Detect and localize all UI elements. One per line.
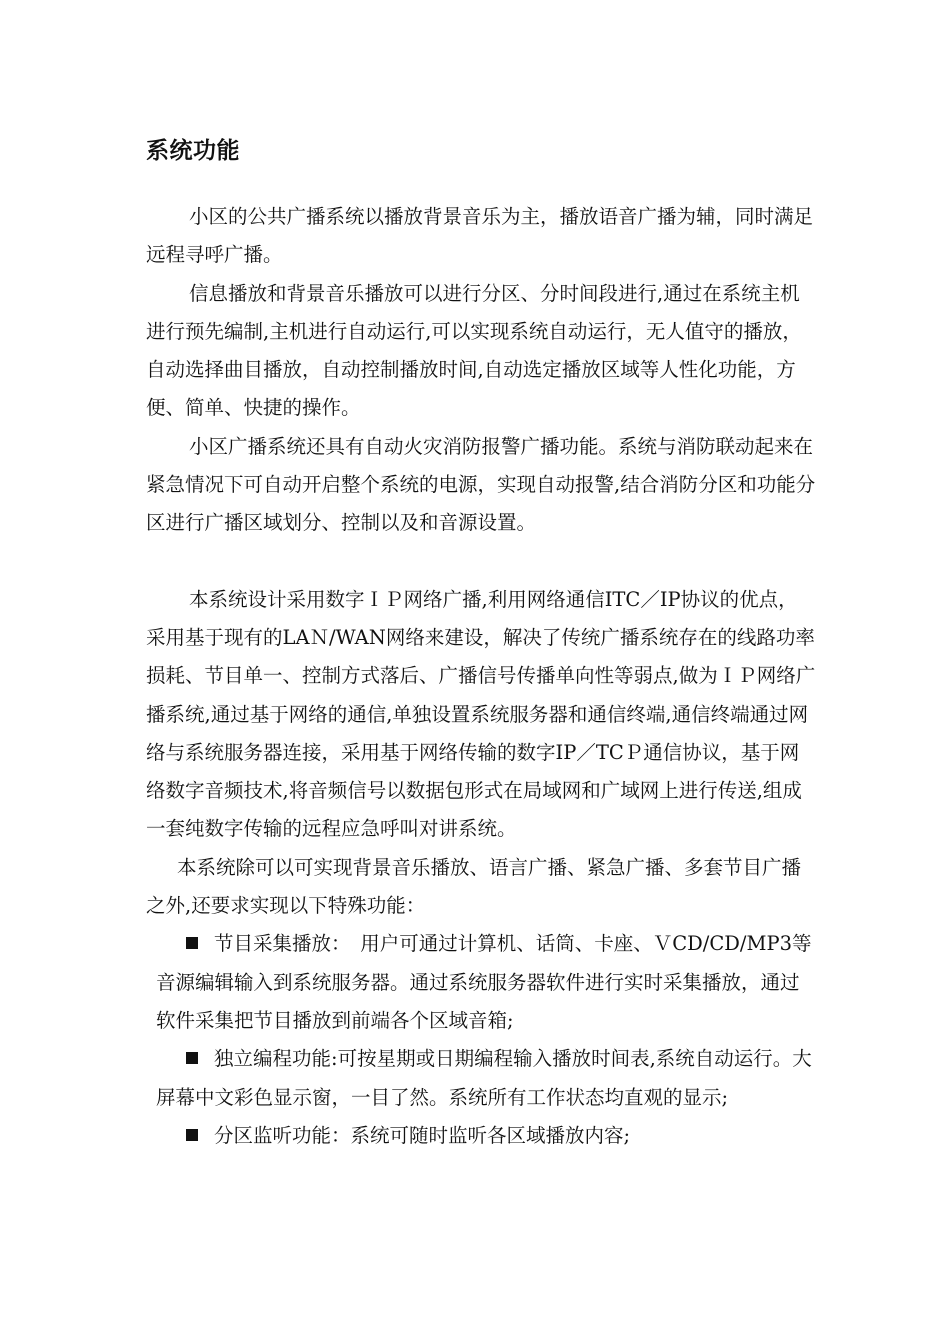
paragraph-intro: 小区的公共广播系统以播放背景音乐为主，播放语音广播为辅，同时满足远程寻呼广播。 <box>146 205 814 267</box>
bullet-item <box>146 1117 816 1155</box>
square-bullet-icon <box>186 937 198 949</box>
document-body <box>146 198 816 1155</box>
square-bullet-icon <box>186 1052 198 1064</box>
square-bullet-icon <box>186 1129 198 1141</box>
section-heading: 系统功能 <box>146 138 240 164</box>
bullet-item <box>146 1040 816 1117</box>
bullet-item <box>146 925 816 1040</box>
paragraph-ip-network: 本系统设计采用数字ＩＰ网络广播,利用网络通信ITC／IP协议的优点，采用基于现有的LAＮ/WAN网络来建设，解决了传统广播系统存在的线路功率损耗、节目单一、控制方式落后、广播信号传播单向性等弱点,做为ＩＰ网络广播系统,通过基于网络的通信,单独设置系统服务器和通信终端,通信终端通过网络与系统服务器连接，采用基于网络传输的数字IP／TCＰ通信协议，基于网络数字音频技术,将音频信号以数据包形式在局域网和广域网上进行传送,组成一套纯数字传输的远程应急呼叫对讲系统。 <box>146 587 816 841</box>
paragraph-special-functions: 本系统除可以可实现背景音乐播放、语言广播、紧急广播、多套节目广播之外,还要求实现以下特殊功能： <box>146 855 802 918</box>
bullet-text: 独立编程功能:可按星期或日期编程输入播放时间表,系统自动运行。大屏幕中文彩色显示窗，一目了然。系统所有工作状态均直观的显示; <box>156 1047 812 1109</box>
bullet-text: 分区监听功能：系统可随时监听各区域播放内容; <box>214 1123 631 1147</box>
bullet-text: 节目采集播放： 用户可通过计算机、话筒、卡座、ＶCD/CD/MP3等音源编辑输入到系统服务器。通过系统服务器软件进行实时采集播放，通过软件采集把节目播放到前端各个区域音箱; <box>156 932 812 1032</box>
paragraph-spacer <box>146 543 816 581</box>
paragraph-fire-alarm: 小区广播系统还具有自动火灾消防报警广播功能。系统与消防联动起来在紧急情况下可自动开启整个系统的电源，实现自动报警,结合消防分区和功能分区进行广播区域划分、控制以及和音源设置。 <box>146 434 816 535</box>
paragraph-scheduling: 信息播放和背景音乐播放可以进行分区、分时间段进行,通过在系统主机进行预先编制,主机进行自动运行,可以实现系统自动运行，无人值守的播放，自动选择曲目播放，自动控制播放时间,自动选定播放区域等人性化功能，方便、简单、快捷的操作。 <box>146 281 802 420</box>
